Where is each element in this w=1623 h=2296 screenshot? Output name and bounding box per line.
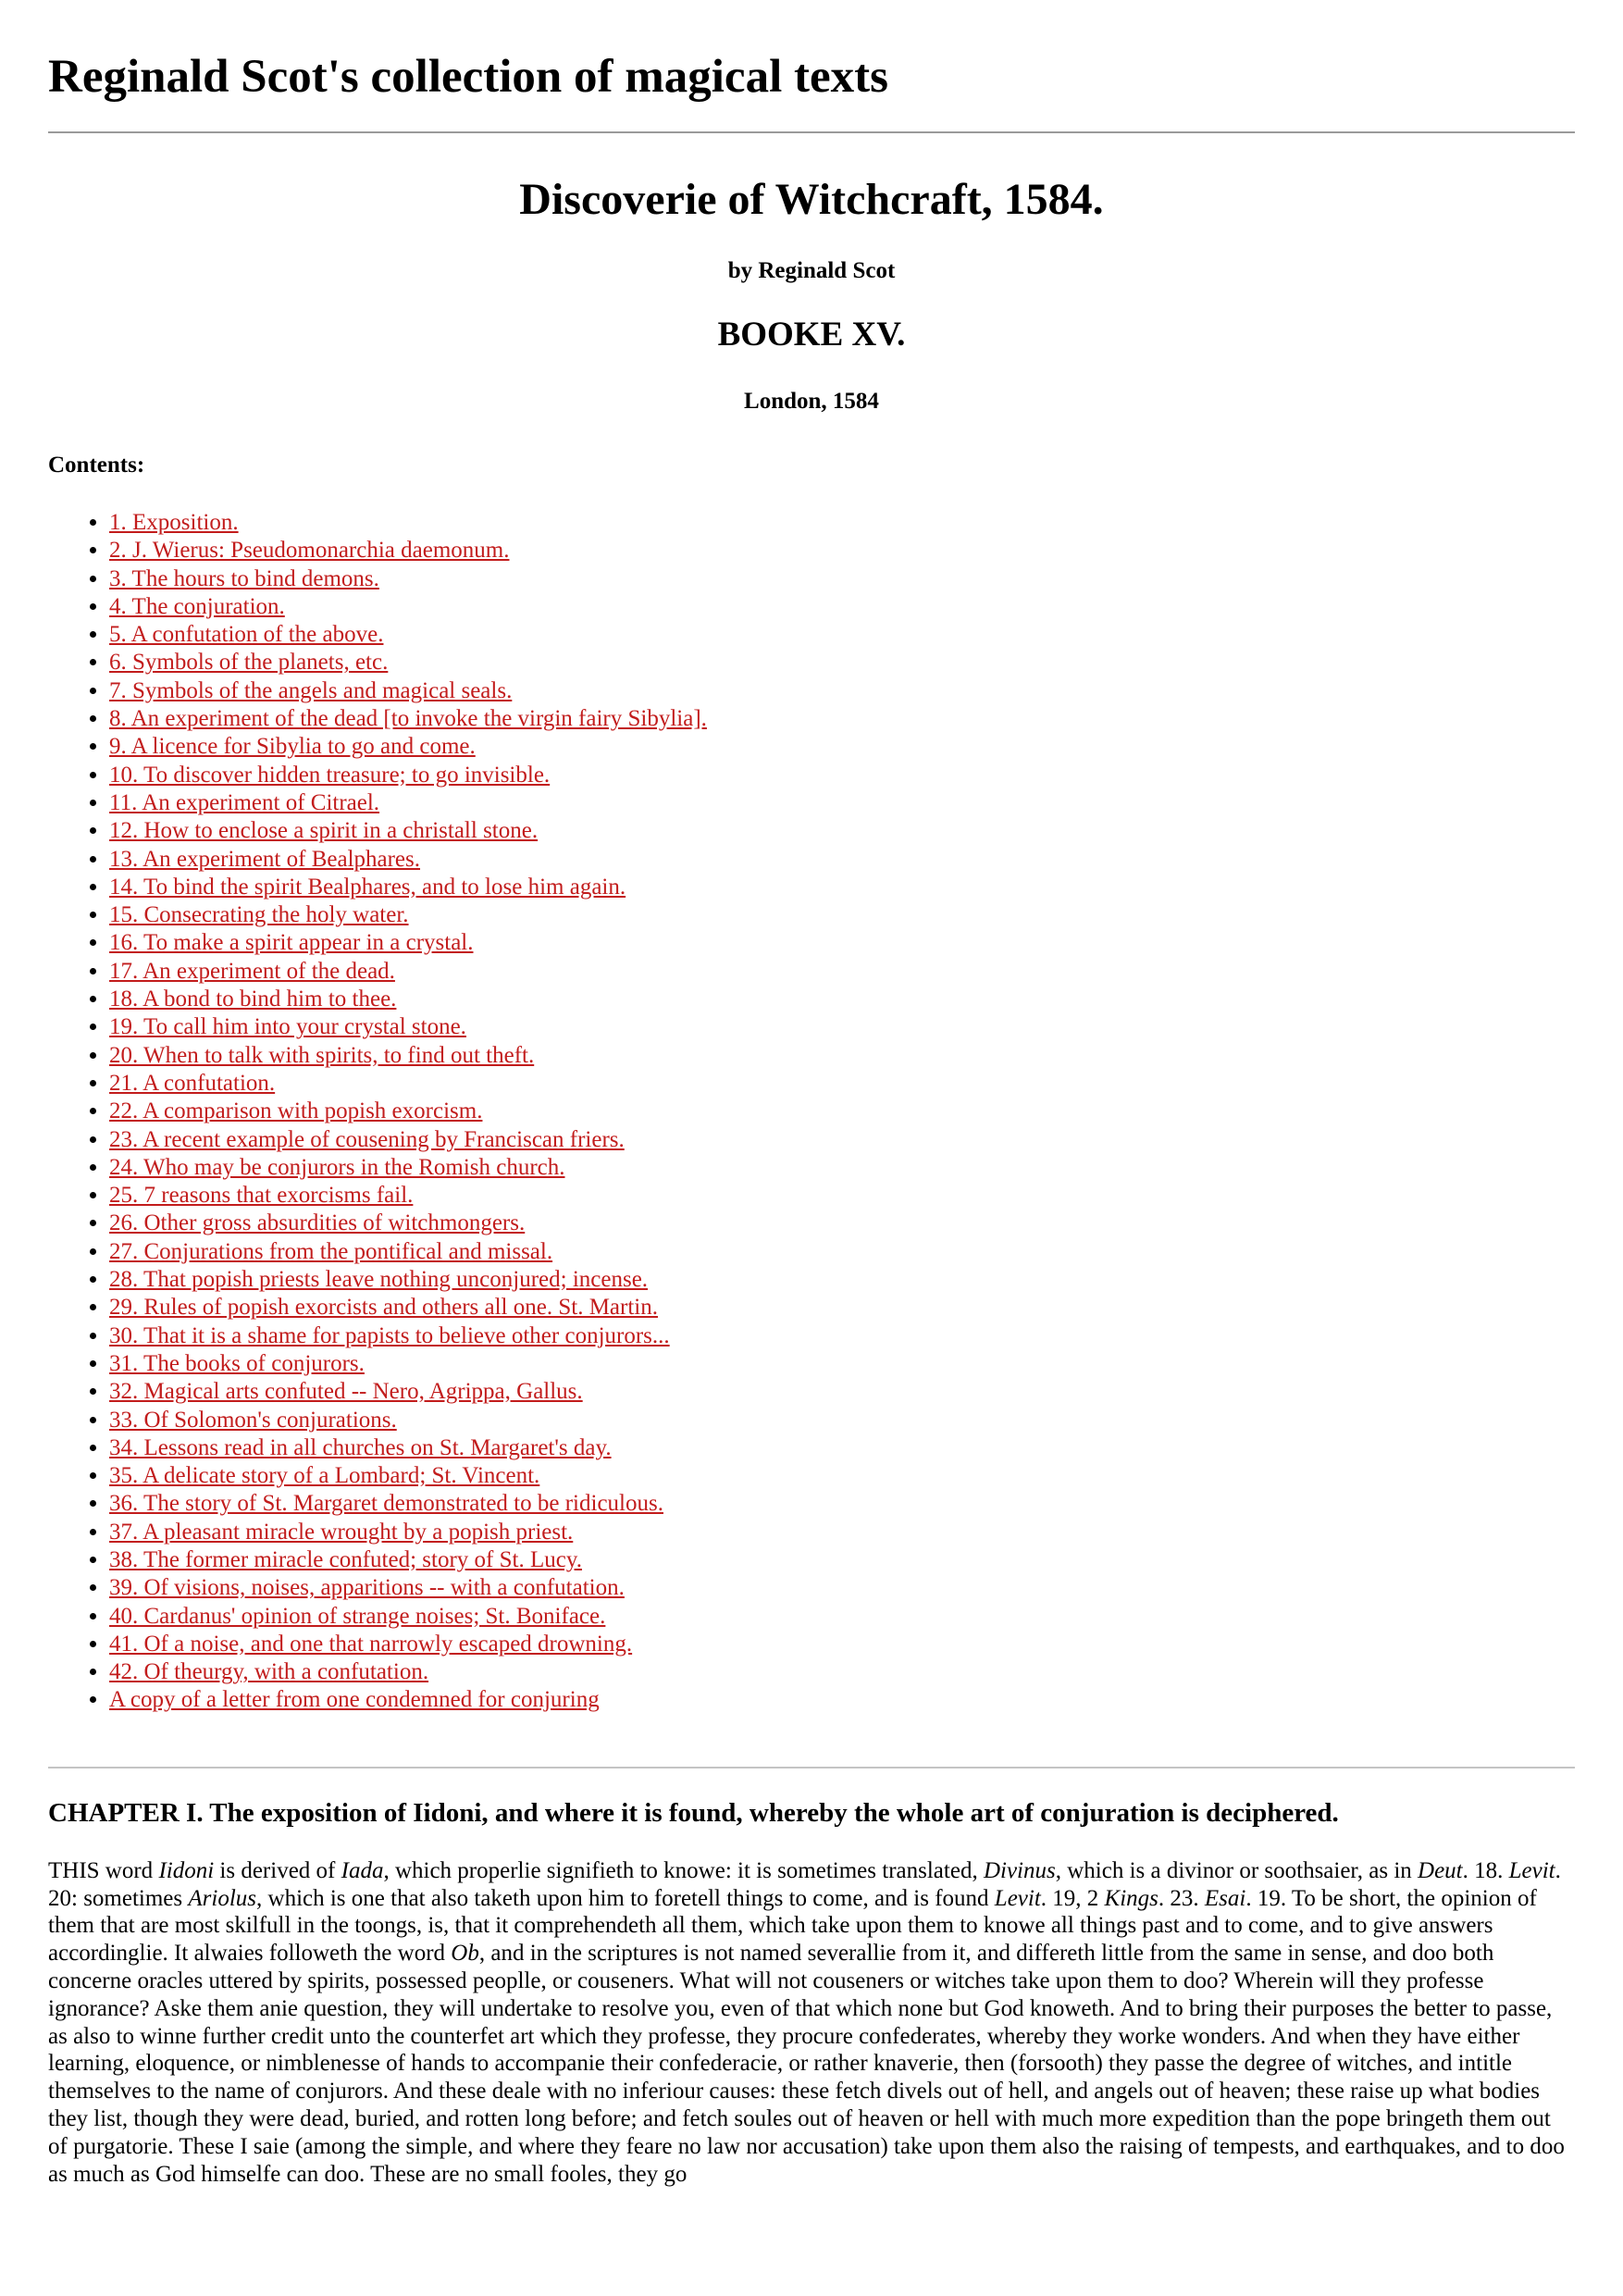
- toc-item: [109, 1013, 1575, 1041]
- toc-item: [109, 537, 1575, 565]
- toc-link[interactable]: 33. Of Solomon's conjurations.: [109, 1407, 397, 1433]
- toc-item: [109, 1070, 1575, 1098]
- paragraph-text: . 19, 2: [1040, 1885, 1105, 1911]
- toc-link[interactable]: 1. Exposition.: [109, 510, 239, 535]
- toc-link[interactable]: 29. Rules of popish exorcists and others all one. St. Martin.: [109, 1295, 658, 1321]
- toc-item: [109, 874, 1575, 901]
- toc-link[interactable]: 3. The hours to bind demons.: [109, 565, 379, 591]
- paragraph-text: , which properlie signifieth to knowe: it is sometimes translated,: [383, 1857, 984, 1883]
- book-number: BOOKE XV.: [717, 316, 906, 354]
- toc-link[interactable]: 13. An experiment of Bealphares.: [109, 846, 421, 872]
- toc-item: [109, 1631, 1575, 1658]
- toc-link[interactable]: 35. A delicate story of a Lombard; St. Vincent.: [109, 1463, 540, 1489]
- toc-link[interactable]: 8. An experiment of the dead [to invoke the virgin fairy Sibylia].: [109, 706, 707, 732]
- toc-item: [109, 1098, 1575, 1125]
- toc-link[interactable]: 20. When to talk with spirits, to find out theft.: [109, 1042, 535, 1068]
- toc-item: [109, 817, 1575, 845]
- toc-link[interactable]: 23. A recent example of cousening by Franciscan friers.: [109, 1126, 625, 1152]
- toc-item: [109, 1126, 1575, 1154]
- italic-term: Ob: [451, 1941, 479, 1967]
- italic-term: Iada: [341, 1857, 384, 1883]
- toc-link[interactable]: 42. Of theurgy, with a confutation.: [109, 1659, 429, 1685]
- paragraph-text: . 18.: [1462, 1857, 1509, 1883]
- toc-link[interactable]: 38. The former miracle confuted; story of St. Lucy.: [109, 1546, 582, 1572]
- italic-term: Levit: [1508, 1857, 1555, 1883]
- toc-link[interactable]: 10. To discover hidden treasure; to go invisible.: [109, 762, 551, 788]
- toc-link[interactable]: 37. A pleasant miracle wrought by a popish priest.: [109, 1519, 574, 1545]
- toc-item: [109, 593, 1575, 621]
- site-title: Reginald Scot's collection of magical texts: [48, 51, 888, 103]
- toc-link[interactable]: 12. How to enclose a spirit in a christall stone.: [109, 818, 539, 844]
- toc-link[interactable]: 32. Magical arts confuted -- Nero, Agrippa, Gallus.: [109, 1379, 583, 1405]
- toc-link[interactable]: A copy of a letter from one condemned for conjuring: [109, 1687, 600, 1713]
- toc-item: [109, 677, 1575, 705]
- toc-link[interactable]: 15. Consecrating the holy water.: [109, 902, 409, 928]
- toc-item: [109, 1434, 1575, 1462]
- italic-term: Divinus: [983, 1857, 1056, 1883]
- paragraph-text: . 19. To be short, the opinion of them that are most skilfull in the toongs, is, that it comprehendeth all them, which take upon them to knowe all things past and to come, and to give answers accordinglie. It alwaies followeth the word: [48, 1885, 1537, 1967]
- toc-item: [109, 1658, 1575, 1686]
- toc-link[interactable]: 26. Other gross absurdities of witchmongers.: [109, 1210, 526, 1236]
- paragraph-text: . 23.: [1158, 1885, 1205, 1911]
- toc-item: [109, 1154, 1575, 1182]
- table-of-contents: [48, 509, 1575, 1715]
- toc-item: [109, 1574, 1575, 1602]
- toc-link[interactable]: 28. That popish priests leave nothing unconjured; incense.: [109, 1267, 649, 1293]
- toc-link[interactable]: 16. To make a spirit appear in a crystal.: [109, 930, 474, 956]
- toc-link[interactable]: 11. An experiment of Citrael.: [109, 789, 380, 815]
- toc-item: [109, 509, 1575, 537]
- header-divider: [48, 131, 1575, 133]
- toc-item: [109, 1519, 1575, 1546]
- toc-item: [109, 733, 1575, 761]
- toc-link[interactable]: 41. Of a noise, and one that narrowly escaped drowning.: [109, 1631, 633, 1657]
- toc-item: [109, 1462, 1575, 1490]
- byline: by Reginald Scot: [727, 258, 896, 283]
- toc-item: [109, 1210, 1575, 1237]
- toc-item: [109, 1266, 1575, 1294]
- chapter-heading: CHAPTER I. The exposition of Iidoni, and where it is found, whereby the whole art of conjuration is deciphered.: [48, 1797, 1339, 1828]
- paragraph-text: , and in the scriptures is not named severallie from it, and differeth little from the same in sense, and doo both concerne oracles uttered by spirits, possessed peoplle, or couseners. What will not couseners or witches take upon them to doo? Wherein will they professe ignorance? Aske them anie question, they will undertake to resolve you, even of that which none but God knoweth. And to bring their purposes the better to passe, as also to winne further credit unto the counterfet art which they professe, they procure confederates, whereby they worke wonders. And when they have either learning, eloquence, or nimblenesse of hands to accompanie their confederacie, or rather knaverie, then (forsooth) they passe the degree of witches, and intitle themselves to the name of conjurors. And these deale with no inferiour causes: these fetch divels out of hell, and angels out of heaven; these raise up what bodies they list, though they were dead, buried, and rotten long before; and fetch soules out of heaven or hell with much more expedition than the pope bringeth them out of purgatorie. These I saie (among the simple, and where they feare no law nor accusation) take upon them also the raising of tempests, and earthquakes, and to doo as much as God himselfe can doo. These are no small fooles, they go: [48, 1941, 1565, 2187]
- toc-link[interactable]: 2. J. Wierus: Pseudomonarchia daemonum.: [109, 538, 510, 564]
- toc-link[interactable]: 30. That it is a shame for papists to believe other conjurors...: [109, 1322, 670, 1348]
- toc-item: [109, 1182, 1575, 1210]
- toc-item: [109, 901, 1575, 929]
- italic-term: Ariolus: [188, 1885, 257, 1911]
- toc-item: [109, 1686, 1575, 1714]
- toc-link[interactable]: 34. Lessons read in all churches on St. Margaret's day.: [109, 1434, 612, 1460]
- toc-link[interactable]: 7. Symbols of the angels and magical seals.: [109, 677, 513, 703]
- toc-item: [109, 1294, 1575, 1322]
- toc-item: [109, 649, 1575, 676]
- toc-item: [109, 1546, 1575, 1574]
- italic-term: Kings: [1104, 1885, 1158, 1911]
- italic-term: Iidoni: [158, 1857, 215, 1883]
- toc-item: [109, 1350, 1575, 1378]
- toc-link[interactable]: 19. To call him into your crystal stone.: [109, 1014, 466, 1040]
- paragraph-text: , which is one that also taketh upon him to foretell things to come, and is found: [256, 1885, 995, 1911]
- italic-term: Esai: [1204, 1885, 1246, 1911]
- toc-link[interactable]: 39. Of visions, noises, apparitions -- with a confutation.: [109, 1575, 625, 1601]
- paragraph-text: . 20: sometimes: [48, 1857, 1561, 1911]
- toc-link[interactable]: 31. The books of conjurors.: [109, 1350, 365, 1376]
- toc-item: [109, 705, 1575, 733]
- toc-link[interactable]: 21. A confutation.: [109, 1070, 276, 1096]
- contents-label: Contents:: [48, 453, 145, 478]
- toc-item: [109, 1490, 1575, 1518]
- toc-item: [109, 929, 1575, 957]
- paragraph-text: , which is a divinor or soothsaier, as in: [1055, 1857, 1419, 1883]
- toc-item: [109, 565, 1575, 593]
- toc-link[interactable]: 25. 7 reasons that exorcisms fail.: [109, 1183, 414, 1209]
- toc-item: [109, 1407, 1575, 1434]
- toc-item: [109, 621, 1575, 649]
- toc-link[interactable]: 14. To bind the spirit Bealphares, and to lose him again.: [109, 874, 626, 900]
- paragraph-text: is derived of: [214, 1857, 341, 1883]
- toc-link[interactable]: 27. Conjurations from the pontifical and missal.: [109, 1238, 553, 1264]
- toc-link[interactable]: 9. A licence for Sibylia to go and come.: [109, 734, 476, 760]
- italic-term: Levit: [994, 1885, 1041, 1911]
- toc-link[interactable]: 40. Cardanus' opinion of strange noises; St. Boniface.: [109, 1603, 606, 1629]
- toc-item: [109, 986, 1575, 1013]
- toc-link[interactable]: 4. The conjuration.: [109, 593, 285, 619]
- toc-item: [109, 846, 1575, 874]
- place-date: London, 1584: [744, 389, 879, 414]
- toc-item: [109, 1603, 1575, 1631]
- toc-item: [109, 1042, 1575, 1070]
- chapter-body-paragraph: [48, 1857, 1575, 2189]
- toc-item: [109, 762, 1575, 789]
- toc-link[interactable]: 24. Who may be conjurors in the Romish church.: [109, 1154, 565, 1180]
- toc-link[interactable]: 22. A comparison with popish exorcism.: [109, 1098, 483, 1124]
- toc-link[interactable]: 5. A confutation of the above.: [109, 622, 384, 648]
- italic-term: Deut: [1418, 1857, 1463, 1883]
- section-divider: [48, 1767, 1575, 1769]
- toc-item: [109, 789, 1575, 817]
- toc-link[interactable]: 36. The story of St. Margaret demonstrated to be ridiculous.: [109, 1491, 663, 1517]
- book-title: Discoverie of Witchcraft, 1584.: [519, 175, 1104, 224]
- toc-item: [109, 1238, 1575, 1266]
- toc-link[interactable]: 18. A bond to bind him to thee.: [109, 987, 397, 1012]
- paragraph-text: THIS word: [48, 1857, 159, 1883]
- toc-item: [109, 1322, 1575, 1350]
- toc-link[interactable]: 6. Symbols of the planets, etc.: [109, 650, 389, 676]
- toc-link[interactable]: 17. An experiment of the dead.: [109, 958, 395, 984]
- toc-item: [109, 1378, 1575, 1406]
- toc-item: [109, 958, 1575, 986]
